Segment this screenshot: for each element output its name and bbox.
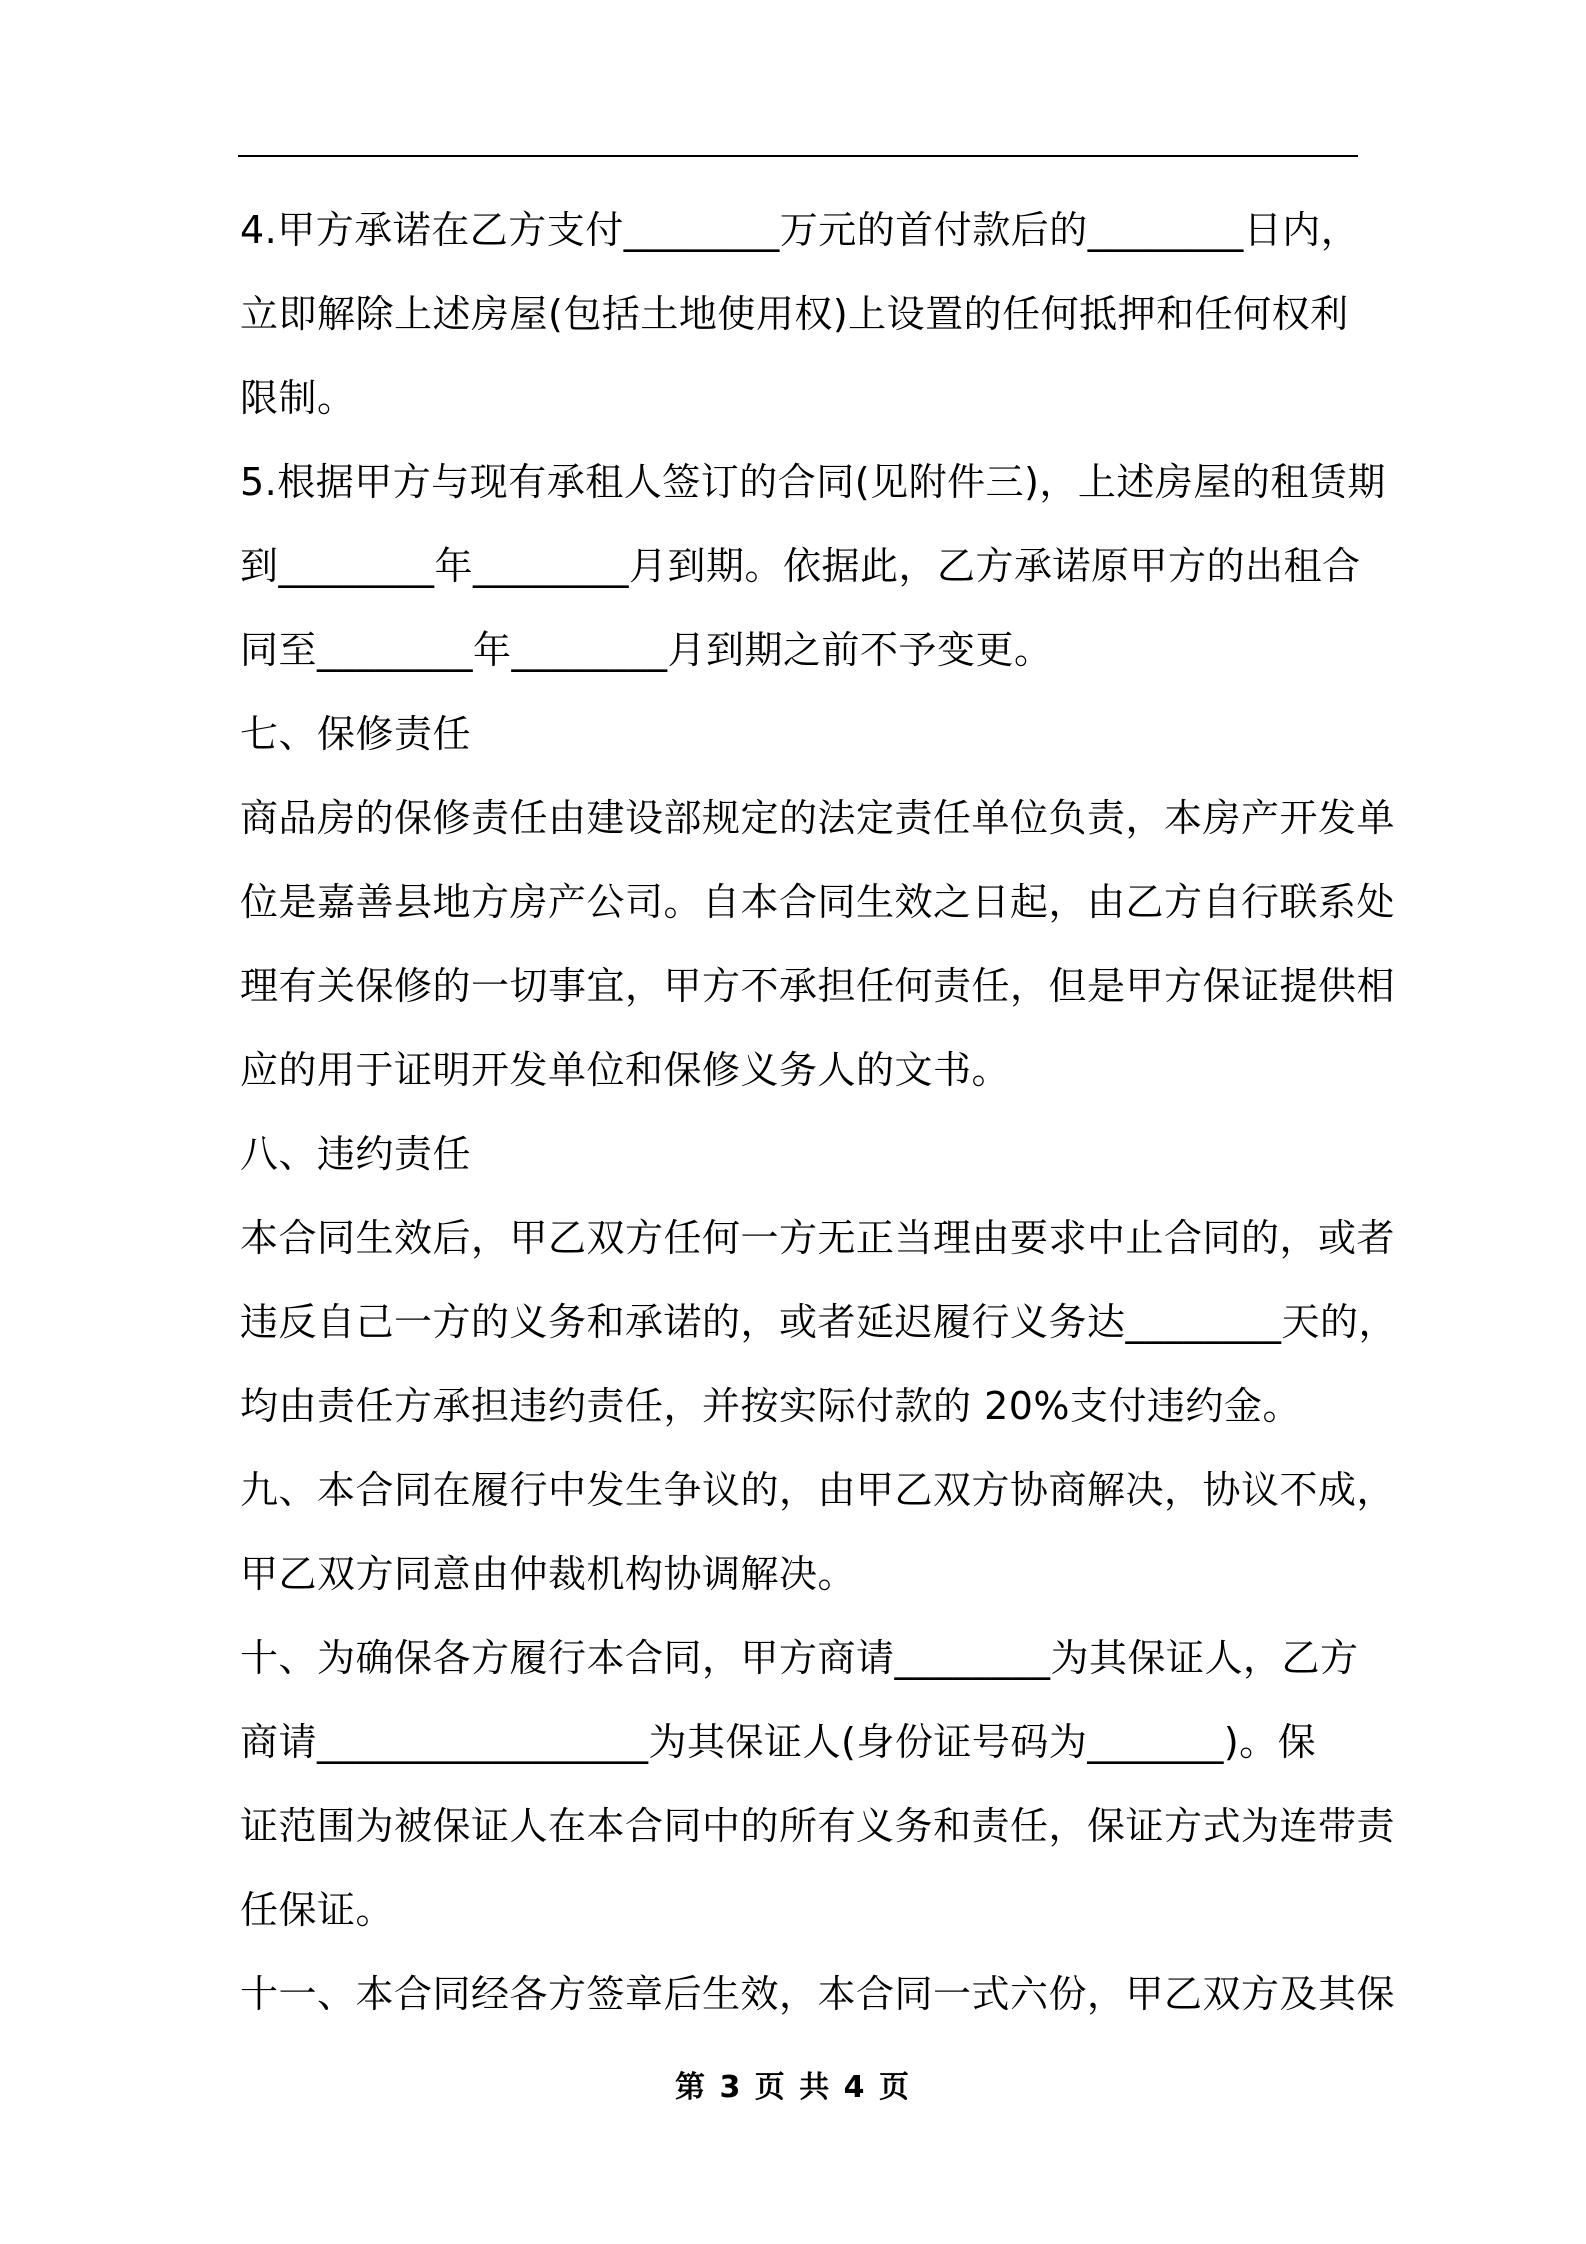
text-line: 证范围为被保证人在本合同中的所有义务和责任，保证方式为连带责 xyxy=(240,1804,1396,1848)
text-line: 均由责任方承担违约责任，并按实际付款的 20%支付违约金。 xyxy=(240,1384,1302,1428)
text-line: 甲乙双方同意由仲裁机构协调解决。 xyxy=(240,1552,857,1596)
text-line: 应的用于证明开发单位和保修义务人的文书。 xyxy=(240,1048,1011,1092)
text-line: 立即解除上述房屋(包括土地使用权)上设置的任何抵押和任何权利 xyxy=(240,292,1349,336)
text-line: 十一、本合同经各方签章后生效，本合同一式六份，甲乙双方及其保 xyxy=(240,1972,1396,2016)
text-line: 理有关保修的一切事宜，甲方不承担任何责任，但是甲方保证提供相 xyxy=(240,964,1396,1008)
section-heading: 八、违约责任 xyxy=(240,1132,472,1176)
text-line: 任保证。 xyxy=(240,1888,395,1932)
text-line: 位是嘉善县地方房产公司。自本合同生效之日起，由乙方自行联系处 xyxy=(240,880,1396,924)
text-line: 限制。 xyxy=(240,376,356,420)
text-line: 违反自己一方的义务和承诺的，或者延迟履行义务达________天的， xyxy=(240,1300,1398,1344)
text-line: 十、为确保各方履行本合同，甲方商请________为其保证人，乙方 xyxy=(240,1636,1359,1680)
text-line: 5.根据甲方与现有承租人签订的合同(见附件三)，上述房屋的租赁期 xyxy=(240,460,1386,504)
text-line: 本合同生效后，甲乙双方任何一方无正当理由要求中止合同的，或者 xyxy=(240,1216,1396,1260)
header-rule xyxy=(238,155,1358,157)
text-line: 九、本合同在履行中发生争议的，由甲乙双方协商解决，协议不成， xyxy=(240,1468,1396,1512)
section-heading: 七、保修责任 xyxy=(240,712,472,756)
page-number: 第 3 页 共 4 页 xyxy=(675,2070,911,2105)
text-line: 商请_________________为其保证人(身份证号码为_______)。保 xyxy=(240,1720,1317,1764)
text-line: 同至________年________月到期之前不予变更。 xyxy=(240,628,1053,672)
text-line: 商品房的保修责任由建设部规定的法定责任单位负责，本房产开发单 xyxy=(240,796,1396,840)
text-line: 到________年________月到期。依据此，乙方承诺原甲方的出租合 xyxy=(240,544,1361,588)
text-line: 4.甲方承诺在乙方支付________万元的首付款后的________日内， xyxy=(240,208,1360,252)
